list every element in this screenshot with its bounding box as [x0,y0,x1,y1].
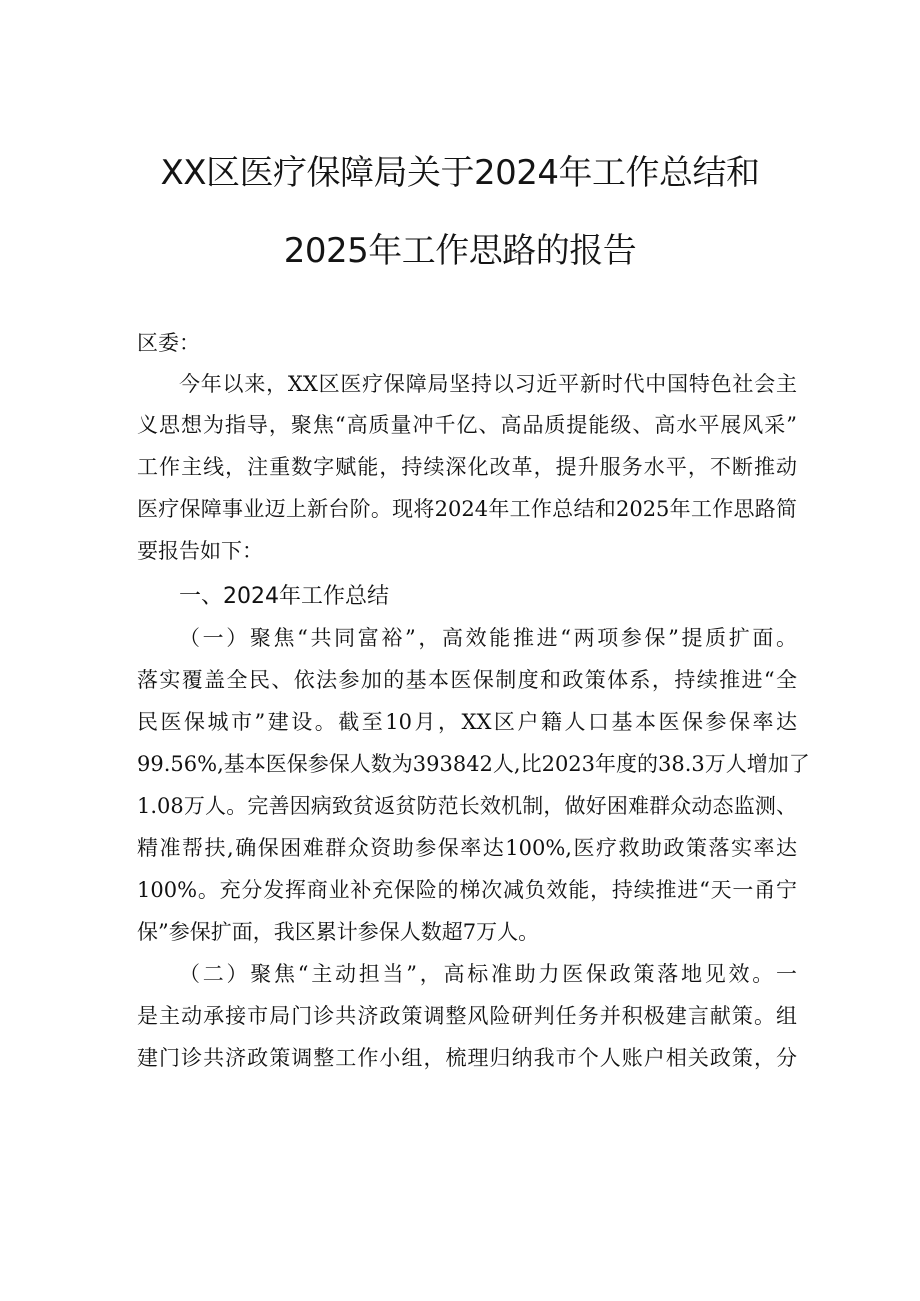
intro-line: 医疗保障事业迈上新台阶。现将2024年工作总结和2025年工作思路简 [137,497,797,521]
paragraph-line: 建门诊共济政策调整工作小组，梳理归纳我市个人账户相关政策，分 [137,1046,797,1070]
paragraph-line: 是主动承接市局门诊共济政策调整风险研判任务并积极建言献策。组 [137,1004,797,1028]
paragraph-line: 1.08万人。完善因病致贫返贫防范长效机制，做好困难群众动态监测、 [137,794,797,818]
paragraph-line: 民医保城市”建设。截至10月，XX区户籍人口基本医保参保率达 [137,710,797,734]
intro-line: 要报告如下： [137,539,263,563]
paragraph-line: 保”参保扩面，我区累计参保人数超7万人。 [137,920,540,944]
paragraph-line: （二）聚焦“主动担当”，高标准助力医保政策落地见效。一 [179,962,797,986]
paragraph-line: 落实覆盖全民、依法参加的基本医保制度和政策体系，持续推进“全 [137,668,797,692]
salutation: 区委： [137,331,200,355]
paragraph-line: 99.56%,基本医保参保人数为393842人,比2023年度的38.3万人增加了 [137,752,810,776]
document-title-line2: 2025年工作思路的报告 [283,231,637,271]
intro-line: 今年以来，XX区医疗保障局坚持以习近平新时代中国特色社会主 [179,372,797,396]
intro-line: 工作主线，注重数字赋能，持续深化改革，提升服务水平，不断推动 [137,455,797,479]
paragraph-line: 100%。充分发挥商业补充保险的梯次减负效能，持续推进“天一甬宁 [137,878,797,902]
document-title-line1: XX区医疗保障局关于2024年工作总结和 [160,153,760,193]
intro-line: 义思想为指导，聚焦“高质量冲千亿、高品质提能级、高水平展风采” [137,413,797,437]
paragraph-line: 精准帮扶,确保困难群众资助参保率达100%,医疗救助政策落实率达 [137,836,797,860]
section-heading: 一、2024年工作总结 [179,584,389,609]
paragraph-line: （一）聚焦“共同富裕”，高效能推进“两项参保”提质扩面。 [179,626,797,650]
